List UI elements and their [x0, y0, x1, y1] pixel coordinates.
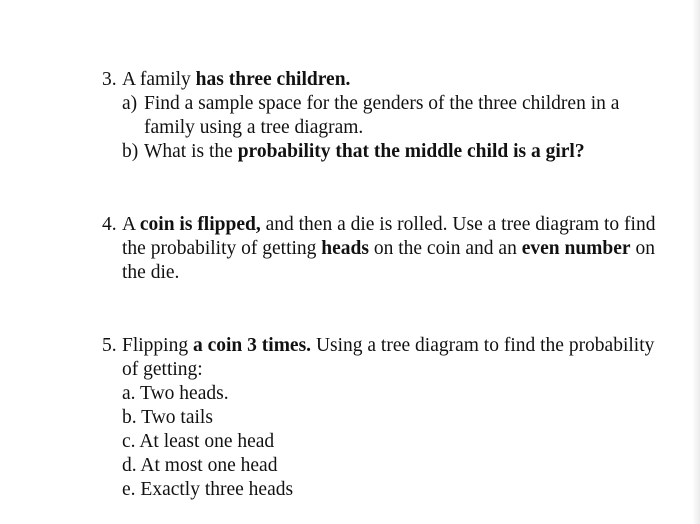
- question-5-option-e: e. Exactly three heads: [122, 479, 294, 500]
- question-4-stem-1: coin is flipped,: [139, 214, 261, 235]
- question-4-stem-5: even number: [521, 238, 631, 259]
- question-3-part-a-text: Find a sample space for the genders of the three children in a family using a tree diagram.: [144, 93, 620, 138]
- question-3-part-b-text-0: What is the: [144, 141, 238, 162]
- question-number: 3.: [102, 69, 117, 90]
- question-5-option-d: d. At most one head: [122, 455, 278, 476]
- question-4-stem-4: on the coin and an: [368, 238, 522, 259]
- question-4-stem-3: heads: [321, 238, 369, 259]
- question-3-part-b-text-1: probability that the middle child is a girl?: [237, 141, 585, 162]
- part-label: a): [122, 93, 138, 114]
- question-number: 5.: [102, 335, 117, 356]
- question-5-stem-2: Using a tree diagram to find the probability of getting:: [122, 335, 655, 380]
- question-number: 4.: [102, 214, 117, 235]
- question-3-part-a: [102, 92, 662, 140]
- question-4-stem-6: on the die.: [122, 238, 655, 283]
- question-3-part-b: [102, 140, 662, 164]
- question-3-stem: [102, 68, 662, 92]
- question-5-stem: [102, 334, 662, 382]
- question-5: [102, 334, 662, 502]
- question-3-stem-1: has three children.: [195, 69, 351, 90]
- question-3: [102, 68, 662, 164]
- question-5-option-c: c. At least one head: [122, 431, 275, 452]
- question-5-stem-1: a coin 3 times.: [192, 335, 312, 356]
- question-5-option-b: b. Two tails: [122, 407, 213, 428]
- page-edge-shadow: [692, 0, 700, 524]
- question-5-option-a: a. Two heads.: [122, 383, 229, 404]
- question-4-stem: [102, 213, 662, 285]
- question-4: [102, 213, 662, 285]
- part-label: b): [122, 141, 139, 162]
- question-4-stem-0: A: [122, 214, 140, 235]
- question-4-stem-2: and then a die is rolled. Use a tree diagram to find the probability of getting: [122, 214, 656, 259]
- question-3-stem-0: A family: [122, 69, 196, 90]
- question-5-stem-0: Flipping: [122, 335, 193, 356]
